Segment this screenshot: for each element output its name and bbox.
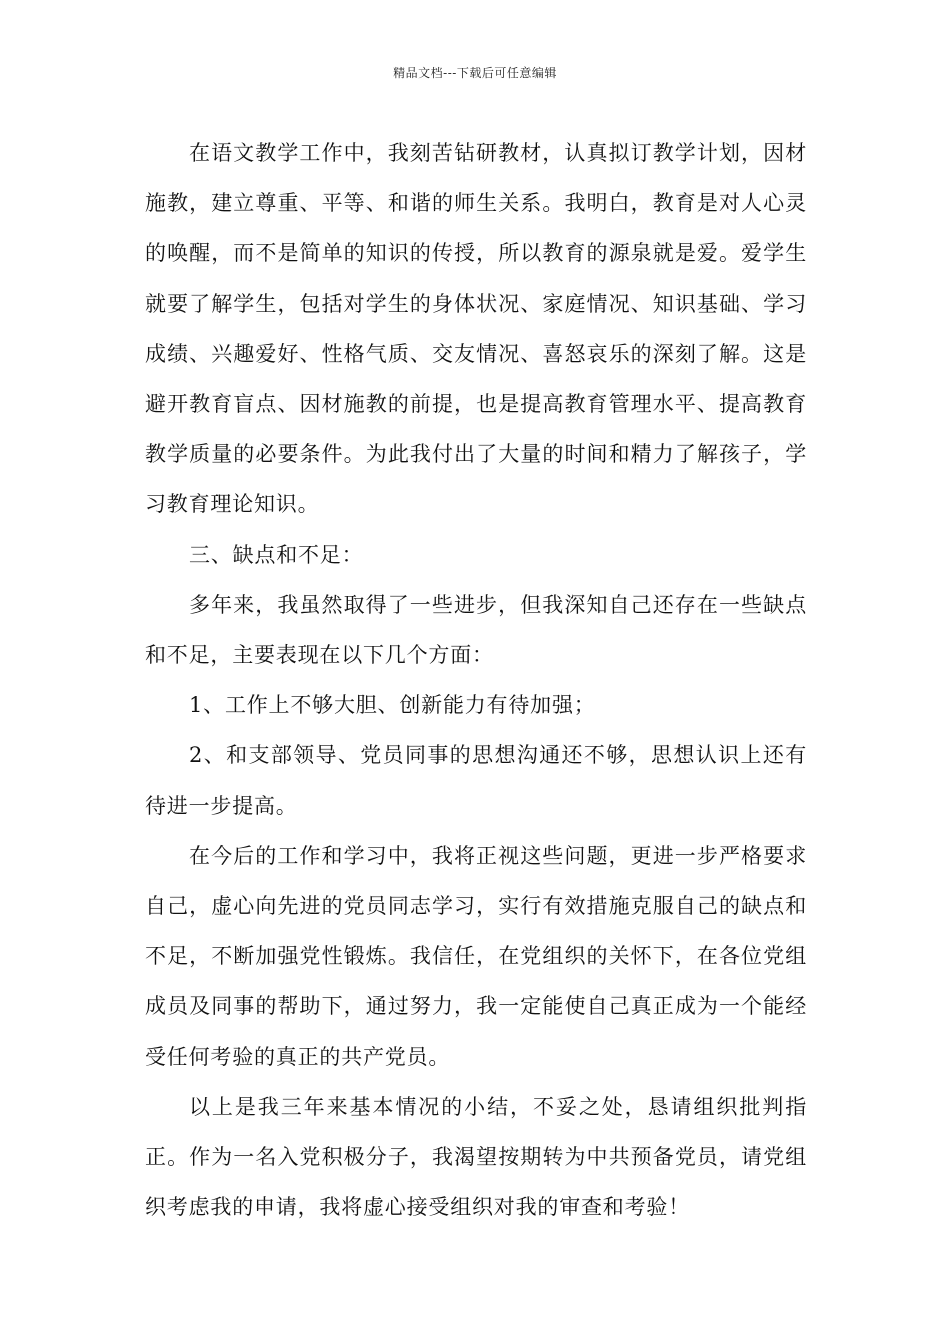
paragraph-conclusion: 以上是我三年来基本情况的小结，不妥之处，恳请组织批判指正。作为一名入党积极分子，我渴望按期转为中共预备党员，请党组织考虑我的申请，我将虚心接受组织对我的审查和考验！ xyxy=(145,1094,807,1220)
document-body xyxy=(145,128,807,1232)
section-heading-shortcomings: 三、缺点和不足： xyxy=(189,542,364,567)
paragraph-shortcomings-intro: 多年来，我虽然取得了一些进步，但我深知自己还存在一些缺点和不足，主要表现在以下几个方面： xyxy=(145,592,807,668)
page-header: 精品文档---下载后可任意编辑 xyxy=(393,66,557,80)
list-item-1: 1、工作上不够大胆、创新能力有待加强； xyxy=(189,693,596,718)
list-item-2: 2、和支部领导、党员同事的思想沟通还不够，思想认识上还有待进一步提高。 xyxy=(145,743,807,818)
paragraph-future-plan: 在今后的工作和学习中，我将正视这些问题，更进一步严格要求自己，虚心向先进的党员同志学习，实行有效措施克服自己的缺点和不足，不断加强党性锻炼。我信任，在党组织的关怀下，在各位党组成员及同事的帮助下，通过努力，我一定能使自己真正成为一个能经受任何考验的真正的共产党员。 xyxy=(145,843,807,1069)
paragraph-teaching: 在语文教学工作中，我刻苦钻研教材，认真拟订教学计划，因材施教，建立尊重、平等、和谐的师生关系。我明白，教育是对人心灵的唤醒，而不是简单的知识的传授，所以教育的源泉就是爱。爱学生就要了解学生，包括对学生的身体状况、家庭情况、知识基础、学习成绩、兴趣爱好、性格气质、交友情况、喜怒哀乐的深刻了解。这是避开教育盲点、因材施教的前提，也是提高教育管理水平、提高教育教学质量的必要条件。为此我付出了大量的时间和精力了解孩子，学习教育理论知识。 xyxy=(145,141,807,517)
